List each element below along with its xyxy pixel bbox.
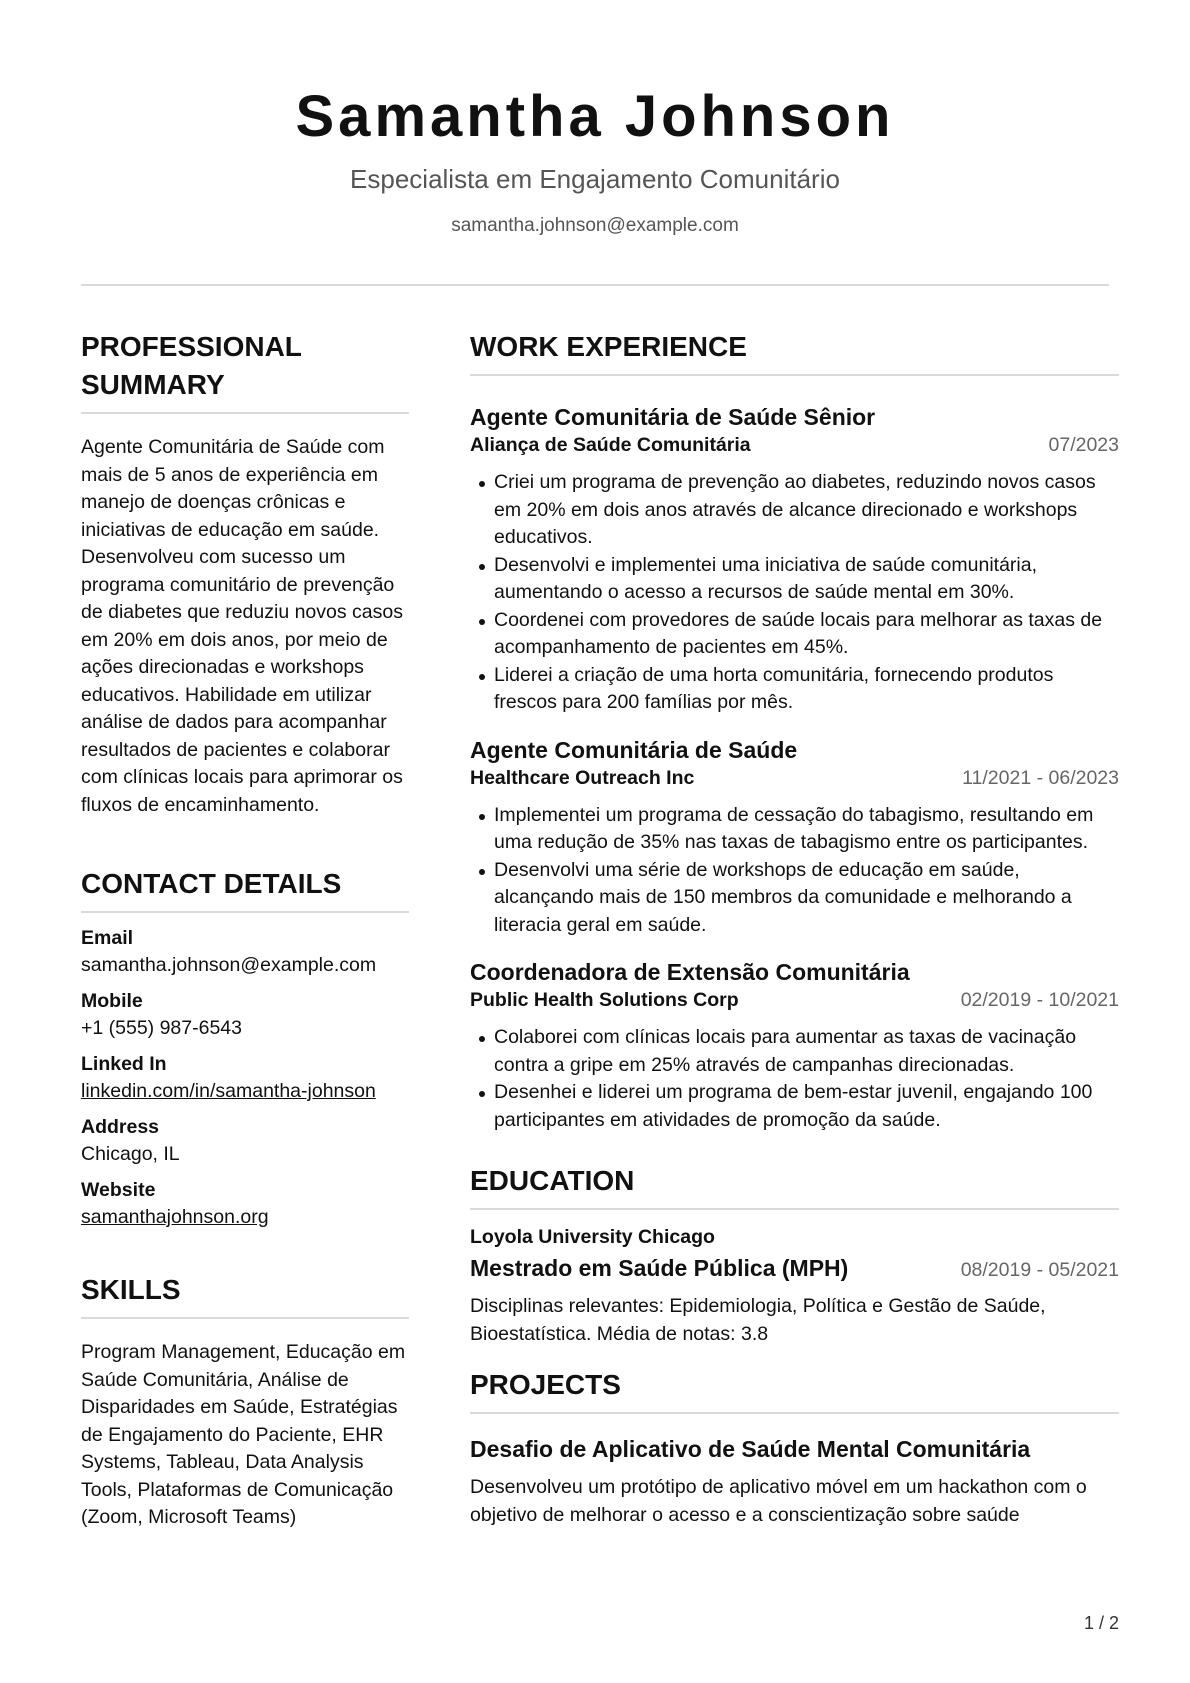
job-bullets <box>470 802 1119 940</box>
contact-item-email <box>81 925 409 979</box>
linkedin-link[interactable]: linkedin.com/in/samantha-johnson <box>81 1080 376 1102</box>
contact-item-website <box>81 1177 409 1231</box>
website-link[interactable]: samanthajohnson.org <box>81 1206 269 1228</box>
skills-heading: SKILLS <box>81 1271 409 1319</box>
job-entry <box>470 402 1119 717</box>
degree-name: Mestrado em Saúde Pública (MPH) <box>470 1255 849 1281</box>
skills-section <box>81 1271 409 1532</box>
project-description: Desenvolveu um protótipo de aplicativo móvel em um hackathon com o objetivo de melhorar o acesso e a conscientização sobre saúde <box>470 1476 1087 1526</box>
projects-section <box>470 1366 1119 1529</box>
project-title: Desafio de Aplicativo de Saúde Mental Comunitária <box>470 1436 1031 1462</box>
school-name: Loyola University Chicago <box>470 1226 715 1248</box>
resume-header <box>0 82 1190 238</box>
contact-email-value[interactable]: samantha.johnson@example.com <box>81 954 377 976</box>
contact-address-value: Chicago, IL <box>81 1143 180 1165</box>
work-heading: WORK EXPERIENCE <box>470 328 1119 376</box>
contact-item-mobile <box>81 988 409 1042</box>
candidate-name: Samantha Johnson <box>295 84 895 149</box>
contact-label: Address <box>81 1116 160 1138</box>
header-email[interactable]: samantha.johnson@example.com <box>451 214 739 236</box>
contact-item-linkedin <box>81 1051 409 1105</box>
degree-row <box>470 1251 1119 1285</box>
projects-heading: PROJECTS <box>470 1366 1119 1414</box>
candidate-title: Especialista em Engajamento Comunitário <box>350 163 840 194</box>
job-company: Public Health Solutions Corp <box>470 989 739 1011</box>
job-meta <box>470 765 1119 792</box>
job-bullet: Colaborei com clínicas locais para aumentar as taxas de vacinação contra a gripe em 25% através de campanhas direcionadas. <box>470 1024 1119 1079</box>
job-entry <box>470 735 1119 940</box>
education-section <box>470 1162 1119 1348</box>
job-dates: 07/2023 <box>1048 434 1119 456</box>
job-dates: 11/2021 - 06/2023 <box>962 766 1119 789</box>
job-title: Agente Comunitária de Saúde <box>470 736 798 763</box>
job-bullet: Implementei um programa de cessação do tabagismo, resultando em uma redução de 35% nas taxas de tabagismo entre os participantes. <box>470 802 1119 857</box>
education-entry <box>470 1224 1119 1348</box>
work-section <box>470 328 1119 1134</box>
job-bullet: Desenvolvi uma série de workshops de educação em saúde, alcançando mais de 150 membros da comunidade e melhorando a literacia geral em saúde. <box>470 857 1119 940</box>
contact-item-address <box>81 1114 409 1168</box>
summary-heading: PROFESSIONAL SUMMARY <box>81 328 409 414</box>
education-description: Disciplinas relevantes: Epidemiologia, Política e Gestão de Saúde, Bioestatística. Média de notas: 3.8 <box>470 1295 1046 1345</box>
job-meta <box>470 432 1119 459</box>
education-dates: 08/2019 - 05/2021 <box>960 1259 1119 1281</box>
job-company: Aliança de Saúde Comunitária <box>470 434 751 456</box>
contact-list <box>81 925 409 1231</box>
job-entry <box>470 957 1119 1134</box>
contact-label: Website <box>81 1179 156 1201</box>
skills-text: Program Management, Educação em Saúde Comunitária, Análise de Disparidades em Saúde, Estratégias de Engajamento do Paciente, EHR Systems, Tableau, Data Analysis Tools, Plataformas de Comunicação (Zoom, Microsoft Teams) <box>81 1341 406 1528</box>
summary-section <box>81 328 409 819</box>
job-company: Healthcare Outreach Inc <box>470 766 695 789</box>
contact-label: Mobile <box>81 990 143 1012</box>
left-column <box>81 328 409 1566</box>
contact-mobile-value: +1 (555) 987-6543 <box>81 1017 242 1039</box>
job-bullet: Criei um programa de prevenção ao diabetes, reduzindo novos casos em 20% em dois anos através de alcance direcionado e workshops educativos. <box>470 469 1119 552</box>
header-divider <box>81 284 1109 286</box>
right-column <box>470 328 1119 1563</box>
job-bullets <box>470 1024 1119 1134</box>
job-dates: 02/2019 - 10/2021 <box>960 989 1119 1011</box>
page-number: 1 / 2 <box>1083 1613 1119 1633</box>
education-heading: EDUCATION <box>470 1162 1119 1210</box>
job-title: Coordenadora de Extensão Comunitária <box>470 959 910 985</box>
job-bullets <box>470 469 1119 717</box>
contact-section <box>81 865 409 1231</box>
job-bullet: Liderei a criação de uma horta comunitária, fornecendo produtos frescos para 200 famílias por mês. <box>470 662 1119 717</box>
job-title: Agente Comunitária de Saúde Sênior <box>470 404 876 430</box>
job-bullet: Desenvolvi e implementei uma iniciativa de saúde comunitária, aumentando o acesso a recursos de saúde mental em 30%. <box>470 552 1119 607</box>
job-bullet: Desenhei e liderei um programa de bem-estar juvenil, engajando 100 participantes em atividades de promoção da saúde. <box>470 1079 1119 1134</box>
contact-heading: CONTACT DETAILS <box>81 865 409 913</box>
job-bullet: Coordenei com provedores de saúde locais para melhorar as taxas de acompanhamento de pacientes em 45%. <box>470 607 1119 662</box>
contact-label: Linked In <box>81 1053 167 1075</box>
contact-label: Email <box>81 927 134 949</box>
job-meta <box>470 987 1119 1014</box>
summary-text: Agente Comunitária de Saúde com mais de 5 anos de experiência em manejo de doenças crônicas e iniciativas de educação em saúde. Desenvolveu com sucesso um programa comunitário de prevenção de diabetes que reduziu novos casos em 20% em dois anos, por meio de ações direcionadas e workshops educativos. Habilidade em utilizar análise de dados para acompanhar resultados de pacientes e colaborar com clínicas locais para aprimorar os fluxos de encaminhamento. <box>81 436 403 816</box>
